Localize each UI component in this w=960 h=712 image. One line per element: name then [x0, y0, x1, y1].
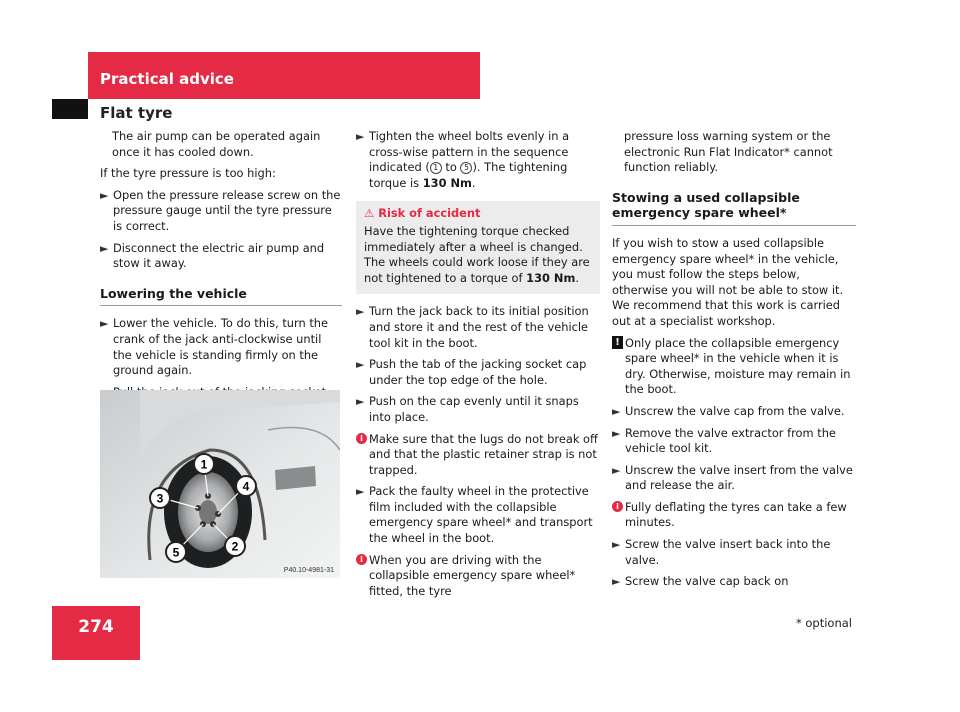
svg-text:3: 3: [156, 491, 164, 506]
column-3: [612, 129, 856, 596]
triangle-bullet-icon: ►: [612, 538, 621, 552]
step-text: Open the pressure release screw on the pressure gauge until the tyre pressure is correct.: [113, 187, 341, 233]
step-item: [356, 304, 600, 351]
step-item: [356, 394, 600, 425]
triangle-bullet-icon: ►: [356, 395, 365, 409]
step-text: to: [441, 160, 461, 175]
step-item: [612, 574, 856, 590]
callout-1: [194, 454, 214, 474]
torque-value: 130 Nm: [526, 270, 576, 285]
step-item: [356, 129, 600, 191]
triangle-bullet-icon: ►: [612, 404, 621, 418]
torque-value: 130 Nm: [422, 175, 472, 190]
step-item: [356, 484, 600, 546]
column-1: [100, 129, 342, 428]
section-heading: Stowing a used collapsible emergency spare wheel*: [612, 190, 856, 226]
wheel-illustration: [100, 390, 340, 578]
triangle-bullet-icon: ►: [612, 463, 621, 477]
info-icon: i: [356, 554, 367, 565]
step-text: Screw the valve insert back into the valve.: [625, 537, 831, 567]
step-item: [100, 241, 342, 272]
exclamation-icon: !: [612, 336, 623, 349]
risk-title: [364, 206, 592, 222]
step-text: Lower the vehicle. To do this, turn the crank of the jack anti-clockwise until the vehicle is standing firmly on the ground again.: [113, 316, 329, 378]
step-text: ). The tightening torque is: [369, 160, 568, 190]
callout-2: [225, 536, 245, 556]
step-text: Screw the valve cap back on: [625, 574, 789, 589]
step-item: [612, 426, 856, 457]
step-text: Push the tab of the jacking socket cap under the top edge of the hole.: [369, 357, 587, 387]
triangle-bullet-icon: ►: [356, 358, 365, 372]
section-heading: Lowering the vehicle: [100, 286, 342, 307]
callout-3: [150, 488, 170, 508]
triangle-bullet-icon: ►: [356, 305, 365, 319]
step-item: [612, 463, 856, 494]
step-text: Push on the cap evenly until it snaps into place.: [369, 394, 579, 424]
triangle-bullet-icon: ►: [100, 188, 109, 202]
step-text: Tighten the wheel bolts evenly in a cross-wise pattern in the sequence indicated (: [369, 129, 570, 175]
info-note: [356, 553, 600, 600]
svg-text:5: 5: [172, 545, 180, 560]
step-text: Pack the faulty wheel in the protective film included with the collapsible emergency spare wheel* and transport the wheel in the boot.: [369, 484, 593, 546]
step-text: Remove the valve extractor from the vehicle tool kit.: [625, 425, 836, 456]
step-text: Turn the jack back to its initial position and store it and the rest of the vehicle tool kit in the boot.: [369, 304, 589, 350]
header-marker: [52, 99, 88, 119]
risk-warning-box: [356, 201, 600, 294]
wheel-bolt-sequence-image: [100, 390, 340, 578]
caution-text: Only place the collapsible emergency spare wheel* in the vehicle when it is dry. Otherwise, moisture may remain in the boot.: [625, 335, 851, 397]
step-item: [612, 537, 856, 568]
triangle-bullet-icon: ►: [612, 426, 621, 440]
callout-ref: 5: [460, 162, 472, 174]
step-text: .: [471, 175, 476, 190]
info-note: [612, 500, 856, 531]
subsection-title: Flat tyre: [100, 104, 173, 122]
column-2: [356, 129, 600, 605]
step-item: [100, 188, 342, 235]
triangle-bullet-icon: ►: [612, 575, 621, 589]
paragraph: If the tyre pressure is too high:: [100, 166, 276, 181]
info-note: [356, 432, 600, 479]
step-text: Unscrew the valve insert from the valve and release the air.: [625, 462, 853, 493]
triangle-bullet-icon: ►: [356, 130, 365, 143]
footnote: * optional: [795, 616, 852, 630]
paragraph: The air pump can be operated again once it has cooled down.: [112, 129, 321, 159]
callout-4: [236, 476, 256, 496]
risk-text: .: [575, 270, 579, 285]
triangle-bullet-icon: ►: [100, 241, 109, 255]
risk-text: Have the tightening torque checked immediately after a wheel is changed. The wheels could work loose if they are not tightened to a torque of: [364, 223, 590, 285]
risk-title-text: Risk of accident: [378, 206, 481, 221]
info-icon: i: [356, 433, 367, 444]
step-text: Unscrew the valve cap from the valve.: [625, 403, 845, 418]
paragraph: pressure loss warning system or the electronic Run Flat Indicator* cannot function reliably.: [624, 129, 833, 175]
triangle-bullet-icon: ►: [100, 317, 109, 331]
info-text: Fully deflating the tyres can take a few minutes.: [625, 499, 847, 530]
svg-text:2: 2: [231, 539, 239, 554]
step-item: [100, 316, 342, 378]
step-item: [612, 404, 856, 420]
svg-text:4: 4: [242, 479, 250, 494]
callout-ref: 1: [430, 162, 442, 174]
warning-triangle-icon: ⚠: [364, 206, 375, 221]
step-text: Disconnect the electric air pump and stow it away.: [113, 240, 325, 271]
info-icon: i: [612, 501, 623, 512]
caution-note: [612, 336, 856, 398]
image-caption: P40.10-4981-31: [283, 567, 334, 574]
callout-5: [166, 542, 186, 562]
paragraph: If you wish to stow a used collapsible emergency spare wheel* in the vehicle, you must follow the steps below, otherwise you will not be able to stow it. We recommend that this work is carried out at a specialist workshop.: [612, 235, 844, 328]
info-text: Make sure that the lugs do not break off and that the plastic retainer strap is not trapped.: [369, 431, 598, 477]
section-title: Practical advice: [100, 70, 234, 88]
svg-text:1: 1: [200, 457, 208, 472]
triangle-bullet-icon: ►: [356, 485, 365, 499]
step-item: [356, 357, 600, 388]
info-text: When you are driving with the collapsible emergency spare wheel* fitted, the tyre: [369, 552, 576, 598]
page-number: 274: [78, 617, 114, 637]
